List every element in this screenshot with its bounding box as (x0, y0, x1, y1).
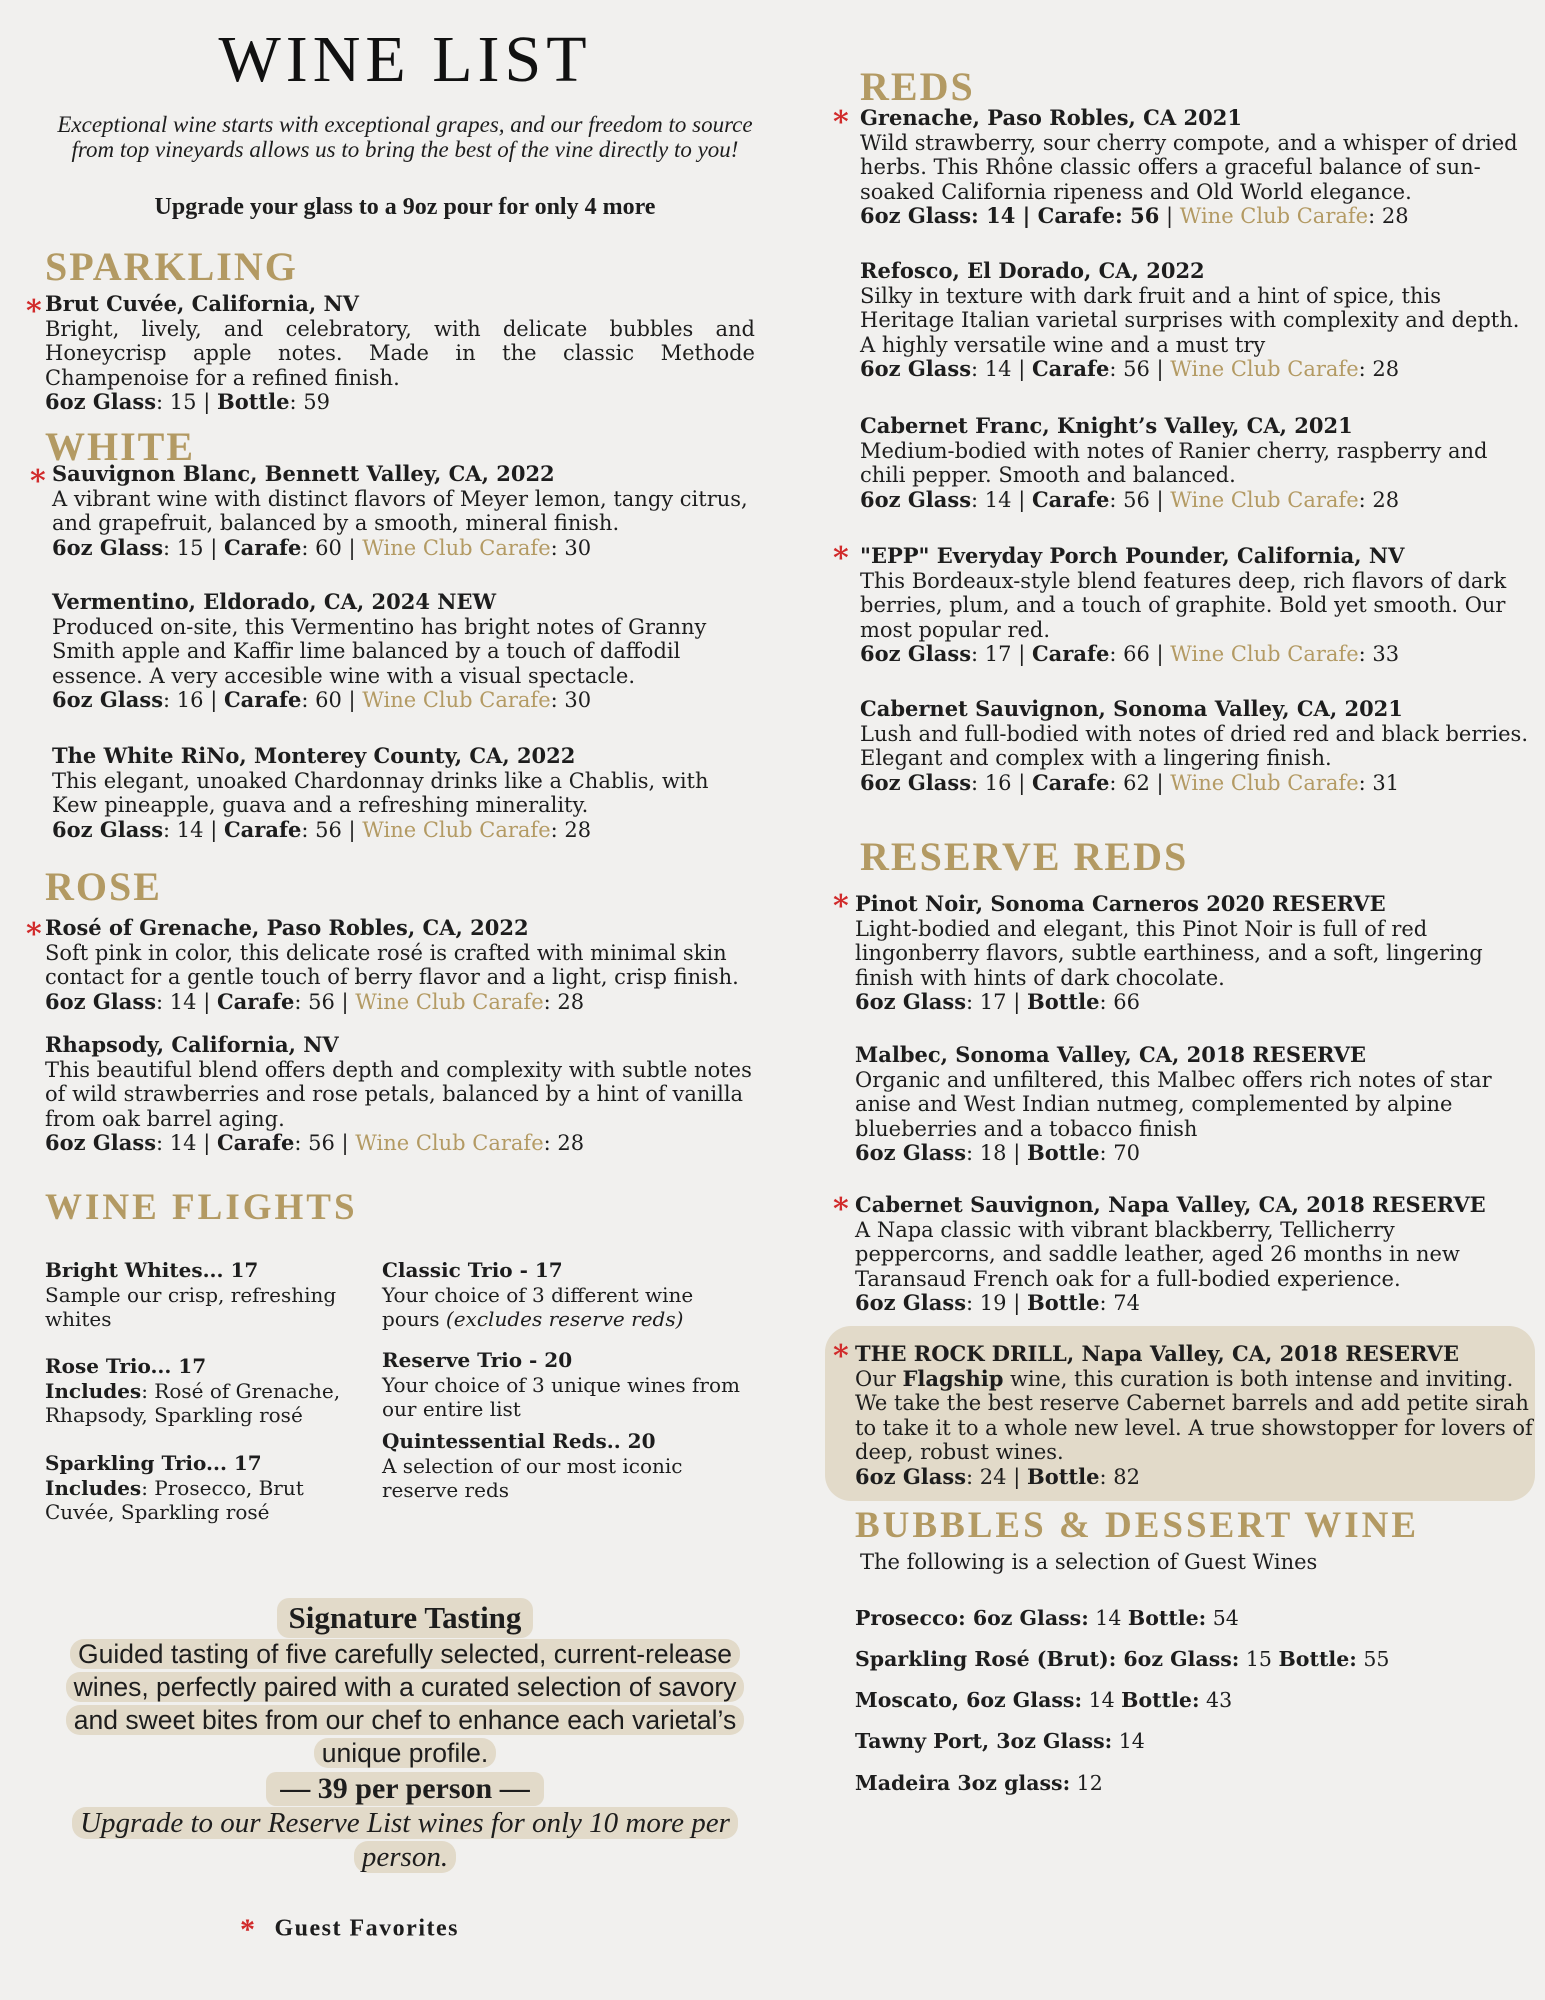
wine-price: 6oz Glass: 15 | Carafe: 60 | Wine Club Carafe: 30 (52, 534, 592, 560)
wine-name: Cabernet Sauvignon, Napa Valley, CA, 2018 RESERVE (855, 1192, 1486, 1217)
legend (240, 1915, 459, 1945)
flight-note: (excludes reserve reds) (445, 1307, 684, 1331)
wine-item (855, 1043, 1545, 1166)
flight-name: Rose Trio... 17 (45, 1354, 207, 1378)
guest-favorite-marker: * (833, 1339, 849, 1374)
section-reds: REDS (860, 64, 975, 109)
wine-description: This beautiful blend offers depth and complexity with subtle notes of wild strawberries and rose petals, balanced by a hint of vanilla from oak barrel aging. (45, 1057, 752, 1131)
flight-description: : Prosecco, Brut Cuvée, Sparkling rosé (45, 1475, 304, 1524)
wine-name: Rhapsody, California, NV (45, 1032, 339, 1057)
wine-item (52, 744, 752, 842)
flight-item (382, 1258, 712, 1332)
tasting-price: — 39 per person — (266, 1772, 543, 1806)
guest-favorite-marker: * (240, 1913, 257, 1946)
section-wine-flights: WINE FLIGHTS (45, 1187, 358, 1228)
wine-price: 6oz Glass: 16 | Carafe: 60 | Wine Club Carafe: 30 (52, 687, 592, 712)
wine-price: 6oz Glass: 14 | Carafe: 56 | Wine Club Carafe: 28 (860, 356, 1400, 381)
wine-description: Medium-bodied with notes of Ranier cherry, raspberry and chili pepper. Smooth and balanced. (860, 438, 1488, 487)
guest-wine-item: Sparkling Rosé (Brut): 6oz Glass: 15 Bottle: 55 (855, 1647, 1390, 1671)
wine-price: 6oz Glass: 14 | Carafe: 56 | Wine Club Carafe: 28 (45, 1130, 585, 1155)
wine-item (860, 259, 1530, 382)
wine-name: Grenache, Paso Robles, CA 2021 (860, 105, 1242, 130)
wine-name: Refosco, El Dorado, CA, 2022 (860, 258, 1205, 283)
wine-name: THE ROCK DRILL, Napa Valley, CA, 2018 RESERVE (855, 1341, 1459, 1366)
wine-description: A vibrant wine with distinct flavors of Meyer lemon, tangy citrus, and grapefruit, balanced by a smooth, mineral finish. (52, 486, 748, 535)
flight-description: : Rosé of Grenache, Rhapsody, Sparkling rosé (45, 1378, 341, 1427)
wine-name: Malbec, Sonoma Valley, CA, 2018 RESERVE (855, 1042, 1366, 1067)
wine-name: Cabernet Franc, Knight’s Valley, CA, 2021 (860, 413, 1353, 438)
wine-description: Bright, lively, and celebratory, with delicate bubbles and Honeycrisp apple notes. Made in the classic Methode Champenoise for a refined finish. (45, 316, 755, 390)
wine-description: Produced on-site, this Vermentino has bright notes of Granny Smith apple and Kaffir lime balanced by a touch of daffodil essence. A very accesible wine with a visual spectacle. (52, 614, 707, 688)
wine-price: 6oz Glass: 24 | Bottle: 82 (855, 1463, 1140, 1489)
guest-wine-item: Prosecco: 6oz Glass: 14 Bottle: 54 (855, 1606, 1239, 1630)
signature-tasting (40, 1598, 770, 1874)
wine-item (855, 1193, 1535, 1316)
flight-item (45, 1258, 355, 1332)
wine-item (860, 106, 1530, 229)
wine-description: Light-bodied and elegant, this Pinot Noir is full of red lingonberry flavors, subtle earthiness, and a soft, lingering finish with hints of dark chocolate. (855, 916, 1483, 990)
wine-name: "EPP" Everyday Porch Pounder, California, NV (860, 543, 1405, 568)
guest-favorite-marker: * (833, 105, 849, 140)
wine-name: Rosé of Grenache, Paso Robles, CA, 2022 (45, 915, 529, 940)
flight-description: Your choice of 3 different wine pours (382, 1282, 694, 1331)
wine-item-flagship (855, 1342, 1535, 1489)
section-bubbles-dessert: BUBBLES & DESSERT WINE (855, 1505, 1420, 1546)
flight-item: Sparkling Trio... 17 Includes: Prosecco, Brut Cuvée, Sparkling rosé (45, 1451, 345, 1525)
flight-description: Your choice of 3 unique wines from our entire list (382, 1372, 740, 1421)
wine-description: This elegant, unoaked Chardonnay drinks like a Chablis, with Kew pineapple, guava and a refreshing minerality. (52, 768, 709, 817)
wine-price: 6oz Glass: 17 | Bottle: 66 (855, 989, 1140, 1014)
wine-item (860, 697, 1530, 795)
wine-item (855, 892, 1535, 1015)
wine-price: 6oz Glass: 18 | Bottle: 70 (855, 1140, 1140, 1165)
guest-favorite-marker: * (833, 889, 849, 924)
tasting-heading: Signature Tasting (277, 1598, 534, 1638)
guest-wine-item: Madeira 3oz glass: 12 (855, 1771, 1103, 1795)
section-sparkling: SPARKLING (45, 244, 298, 289)
wine-price: 6oz Glass: 14 | Carafe: 56 | Wine Club Carafe: 28 (45, 988, 585, 1014)
wine-item (860, 414, 1530, 512)
tasting-description: Guided tasting of five carefully selected, current-release wines, perfectly paired with a curated selection of savory and sweet bites from our chef to enhance each varietal’s unique profile. (66, 1639, 745, 1768)
wine-description: This Bordeaux-style blend features deep, rich flavors of dark berries, plum, and a touch of graphite. Bold yet smooth. Our most popular red. (860, 568, 1507, 642)
wine-description: Organic and unfiltered, this Malbec offers rich notes of star anise and West Indian nutmeg, complemented by alpine blueberries and a tobacco finish (855, 1067, 1492, 1141)
wine-description: Wild strawberry, sour cherry compote, and a whisper of dried herbs. This Rhône classic offers a graceful balance of sun-soaked California ripeness and Old World elegance. (860, 130, 1518, 204)
page-title: WINE LIST (218, 23, 592, 96)
wine-price: 6oz Glass: 17 | Carafe: 66 | Wine Club Carafe: 33 (860, 641, 1400, 666)
wine-item (45, 292, 755, 415)
wine-item (52, 590, 752, 713)
wine-name: Vermentino, Eldorado, CA, 2024 NEW (52, 589, 497, 614)
guest-favorite-marker: * (30, 464, 46, 499)
section-reserve-reds: RESERVE REDS (860, 834, 1189, 879)
wine-description: Our Flagship wine, this curation is both intense and inviting. We take the best reserve Cabernet barrels and add petite sirah to take it to a whole new level. A true showstopper for lovers of deep, robust wines. (855, 1365, 1533, 1464)
wine-price: 6oz Glass: 15 | Bottle: 59 (45, 389, 330, 414)
guest-wines-note: The following is a selection of Guest Wines (860, 1550, 1318, 1574)
wine-item (45, 1033, 765, 1156)
flight-name: Bright Whites... 17 (45, 1258, 259, 1282)
flight-name: Sparkling Trio... 17 (45, 1451, 262, 1475)
flight-item: Rose Trio... 17 Includes: Rosé of Grenache, Rhapsody, Sparkling rosé (45, 1354, 355, 1428)
wine-item (45, 916, 765, 1014)
wine-price: 6oz Glass: 16 | Carafe: 62 | Wine Club Carafe: 31 (860, 769, 1400, 795)
guest-favorite-marker: * (26, 294, 42, 329)
wine-description: Silky in texture with dark fruit and a hint of spice, this Heritage Italian varietal surprises with complexity and depth. A highly versatile wine and a must try (860, 283, 1520, 357)
wine-description: Lush and full-bodied with notes of dried red and black berries. Elegant and complex with a lingering finish. (860, 721, 1529, 770)
wine-name: The White RiNo, Monterey County, CA, 2022 (52, 743, 576, 768)
wine-description: Soft pink in color, this delicate rosé is crafted with minimal skin contact for a gentle touch of berry flavor and a light, crisp finish. (45, 940, 739, 989)
legend-label: Guest Favorites (274, 1915, 459, 1942)
section-rose: ROSE (45, 864, 162, 909)
wine-price: 6oz Glass: 19 | Bottle: 74 (855, 1290, 1140, 1315)
guest-wine-item: Tawny Port, 3oz Glass: 14 (855, 1729, 1145, 1753)
wine-description: A Napa classic with vibrant blackberry, Tellicherry peppercorns, and saddle leather, aged 26 months in new Taransaud French oak for a full-bodied experience. (855, 1217, 1460, 1291)
flight-item (382, 1429, 712, 1503)
flight-item (382, 1348, 772, 1422)
flight-name: Classic Trio - 17 (382, 1258, 563, 1282)
wine-name: Sauvignon Blanc, Bennett Valley, CA, 2022 (52, 461, 555, 486)
flight-description: A selection of our most iconic reserve reds (382, 1453, 683, 1502)
wine-name: Brut Cuvée, California, NV (45, 291, 359, 316)
guest-favorite-marker: * (833, 1192, 849, 1227)
intro-text: Exceptional wine starts with exceptional grapes, and our freedom to source from top vineyards allows us to bring the best of the vine directly to you! (57, 112, 753, 162)
guest-favorite-marker: * (833, 541, 849, 576)
wine-item (860, 544, 1530, 667)
wine-price: 6oz Glass: 14 | Carafe: 56 | Wine Club Carafe: 28 (860, 203, 1409, 228)
flight-name: Reserve Trio - 20 (382, 1348, 573, 1372)
flight-name: Quintessential Reds.. 20 (382, 1429, 656, 1453)
guest-wine-item: Moscato, 6oz Glass: 14 Bottle: 43 (855, 1688, 1233, 1712)
guest-favorite-marker: * (26, 917, 42, 952)
wine-name: Cabernet Sauvignon, Sonoma Valley, CA, 2021 (860, 696, 1403, 721)
wine-price: 6oz Glass: 14 | Carafe: 56 | Wine Club Carafe: 28 (52, 816, 592, 842)
wine-name: Pinot Noir, Sonoma Carneros 2020 RESERVE (855, 891, 1386, 916)
upgrade-note: Upgrade your glass to a 9oz pour for only 4 more (154, 194, 656, 220)
section-white: WHITE (45, 424, 196, 469)
wine-item (52, 462, 752, 560)
tasting-upgrade: Upgrade to our Reserve List wines for only 10 more per person. (72, 1807, 738, 1873)
wine-price: 6oz Glass: 14 | Carafe: 56 | Wine Club Carafe: 28 (860, 486, 1400, 512)
flight-description: Sample our crisp, refreshing whites (45, 1282, 337, 1331)
